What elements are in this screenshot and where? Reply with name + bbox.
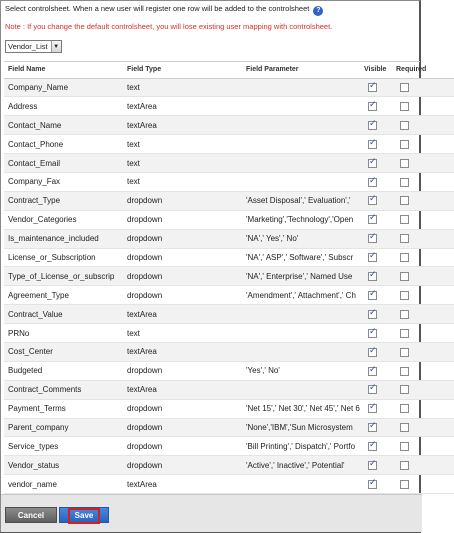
field-name-cell: Contract_Type — [4, 191, 123, 210]
required-cell — [392, 154, 454, 173]
field-name-cell: Vendor_Categories — [4, 210, 123, 229]
field-parameter-cell: 'NA',' Enterprise',' Named Use — [242, 267, 360, 286]
field-parameter-cell — [242, 78, 360, 97]
field-name-cell: Parent_company — [4, 418, 123, 437]
visible-cell — [360, 116, 392, 135]
field-parameter-cell: 'NA',' ASP',' Software',' Subscr — [242, 248, 360, 267]
field-name-cell: License_or_Subscription — [4, 248, 123, 267]
field-parameter-cell — [242, 305, 360, 324]
field-type-cell: textArea — [123, 97, 242, 116]
field-name-cell: vendor_name — [4, 475, 123, 494]
required-checkbox[interactable] — [400, 423, 409, 432]
table-row — [4, 135, 454, 154]
field-type-cell: dropdown — [123, 248, 242, 267]
required-cell — [392, 116, 454, 135]
required-checkbox[interactable] — [400, 102, 409, 111]
required-checkbox[interactable] — [400, 215, 409, 224]
save-button-label: Save — [68, 508, 101, 524]
field-type-cell: dropdown — [123, 191, 242, 210]
table-row — [4, 456, 454, 475]
field-type-cell: textArea — [123, 475, 242, 494]
required-cell — [392, 380, 454, 399]
visible-cell — [360, 361, 392, 380]
visible-cell — [360, 135, 392, 154]
visible-checkbox[interactable] — [368, 121, 377, 130]
field-parameter-cell: 'NA',' Yes',' No' — [242, 229, 360, 248]
field-name-cell: Company_Fax — [4, 172, 123, 191]
field-parameter-cell — [242, 172, 360, 191]
table-row — [4, 210, 454, 229]
visible-cell — [360, 286, 392, 305]
visible-checkbox[interactable] — [368, 253, 377, 262]
required-checkbox[interactable] — [400, 272, 409, 281]
table-row — [4, 154, 454, 173]
save-button[interactable] — [59, 507, 109, 523]
header-visible: Visible — [360, 62, 392, 78]
intro-text: Select controlsheet. When a new user will register one row will be added to the controlsheet — [5, 4, 310, 13]
field-table — [4, 62, 454, 494]
field-parameter-cell — [242, 324, 360, 343]
required-cell — [392, 78, 454, 97]
controlsheet-select-value: Vendor_List — [8, 42, 48, 51]
required-cell — [392, 342, 454, 361]
field-name-cell: Address — [4, 97, 123, 116]
field-type-cell: text — [123, 324, 242, 343]
field-table-container — [4, 61, 427, 493]
required-cell — [392, 456, 454, 475]
visible-cell — [360, 248, 392, 267]
field-parameter-cell: 'None','IBM','Sun Microsystem — [242, 418, 360, 437]
required-checkbox[interactable] — [400, 367, 409, 376]
field-type-cell: textArea — [123, 116, 242, 135]
visible-checkbox[interactable] — [368, 140, 377, 149]
required-checkbox[interactable] — [400, 348, 409, 357]
table-row — [4, 78, 454, 97]
required-cell — [392, 135, 454, 154]
visible-checkbox[interactable] — [368, 291, 377, 300]
required-checkbox[interactable] — [400, 234, 409, 243]
help-icon[interactable]: ? — [313, 6, 323, 16]
visible-cell — [360, 172, 392, 191]
required-cell — [392, 418, 454, 437]
required-checkbox[interactable] — [400, 159, 409, 168]
field-type-cell: dropdown — [123, 418, 242, 437]
header-field-type: Field Type — [123, 62, 242, 78]
visible-checkbox[interactable] — [368, 329, 377, 338]
visible-checkbox[interactable] — [368, 442, 377, 451]
visible-checkbox[interactable] — [368, 310, 377, 319]
visible-checkbox[interactable] — [368, 480, 377, 489]
required-cell — [392, 172, 454, 191]
required-checkbox[interactable] — [400, 310, 409, 319]
required-checkbox[interactable] — [400, 461, 409, 470]
field-parameter-cell — [242, 342, 360, 361]
field-type-cell: dropdown — [123, 399, 242, 418]
required-cell — [392, 361, 454, 380]
warning-note: Note : If you change the default controlsheet, you will lose existing user mapping with controlsheet. — [5, 22, 333, 31]
required-checkbox[interactable] — [400, 140, 409, 149]
table-row — [4, 342, 454, 361]
required-cell — [392, 191, 454, 210]
field-name-cell: Contact_Email — [4, 154, 123, 173]
field-parameter-cell — [242, 475, 360, 494]
header-required: Required — [392, 62, 454, 78]
field-parameter-cell: 'Amendment',' Attachment',' Ch — [242, 286, 360, 305]
table-row — [4, 305, 454, 324]
field-name-cell: Company_Name — [4, 78, 123, 97]
visible-cell — [360, 475, 392, 494]
field-type-cell: text — [123, 172, 242, 191]
required-cell — [392, 248, 454, 267]
table-header-row — [4, 62, 454, 78]
visible-cell — [360, 399, 392, 418]
field-name-cell: Contract_Comments — [4, 380, 123, 399]
field-type-cell: dropdown — [123, 229, 242, 248]
field-name-cell: Vendor_status — [4, 456, 123, 475]
field-name-cell: Budgeted — [4, 361, 123, 380]
visible-checkbox[interactable] — [368, 83, 377, 92]
table-row — [4, 267, 454, 286]
visible-cell — [360, 97, 392, 116]
visible-checkbox[interactable] — [368, 234, 377, 243]
required-checkbox[interactable] — [400, 442, 409, 451]
field-parameter-cell: 'Asset Disposal',' Evaluation',' — [242, 191, 360, 210]
table-row — [4, 172, 454, 191]
visible-cell — [360, 380, 392, 399]
table-row — [4, 248, 454, 267]
required-cell — [392, 305, 454, 324]
field-name-cell: Cost_Center — [4, 342, 123, 361]
field-parameter-cell: 'Marketing','Technology','Open — [242, 210, 360, 229]
required-cell — [392, 437, 454, 456]
field-parameter-cell: 'Net 15',' Net 30',' Net 45',' Net 6 — [242, 399, 360, 418]
field-name-cell: Service_types — [4, 437, 123, 456]
table-row — [4, 116, 454, 135]
visible-checkbox[interactable] — [368, 159, 377, 168]
field-type-cell: textArea — [123, 380, 242, 399]
required-cell — [392, 229, 454, 248]
required-checkbox[interactable] — [400, 196, 409, 205]
field-type-cell: dropdown — [123, 437, 242, 456]
visible-cell — [360, 78, 392, 97]
table-row — [4, 324, 454, 343]
visible-checkbox[interactable] — [368, 385, 377, 394]
visible-cell — [360, 154, 392, 173]
action-footer — [1, 494, 422, 532]
field-parameter-cell: 'Bill Printing',' Dispatch',' Portfo — [242, 437, 360, 456]
visible-checkbox[interactable] — [368, 272, 377, 281]
field-parameter-cell: 'Yes',' No' — [242, 361, 360, 380]
field-name-cell: Type_of_License_or_subscrip — [4, 267, 123, 286]
field-type-cell: dropdown — [123, 210, 242, 229]
visible-cell — [360, 418, 392, 437]
field-type-cell: text — [123, 135, 242, 154]
required-cell — [392, 210, 454, 229]
table-row — [4, 229, 454, 248]
field-type-cell: dropdown — [123, 286, 242, 305]
visible-checkbox[interactable] — [368, 404, 377, 413]
header-field-parameter: Field Parameter — [242, 62, 360, 78]
visible-cell — [360, 191, 392, 210]
field-name-cell: Agreement_Type — [4, 286, 123, 305]
field-name-cell: Contact_Name — [4, 116, 123, 135]
controlsheet-select[interactable] — [5, 40, 62, 53]
required-checkbox[interactable] — [400, 404, 409, 413]
visible-checkbox[interactable] — [368, 215, 377, 224]
required-cell — [392, 475, 454, 494]
field-name-cell: Payment_Terms — [4, 399, 123, 418]
visible-cell — [360, 342, 392, 361]
field-type-cell: dropdown — [123, 267, 242, 286]
required-checkbox[interactable] — [400, 178, 409, 187]
visible-checkbox[interactable] — [368, 102, 377, 111]
required-cell — [392, 286, 454, 305]
visible-cell — [360, 305, 392, 324]
chevron-down-icon[interactable]: ▼ — [51, 41, 61, 52]
field-name-cell: Is_maintenance_included — [4, 229, 123, 248]
table-row — [4, 475, 454, 494]
table-row — [4, 286, 454, 305]
field-type-cell: textArea — [123, 342, 242, 361]
visible-checkbox[interactable] — [368, 178, 377, 187]
visible-cell — [360, 229, 392, 248]
required-checkbox[interactable] — [400, 480, 409, 489]
required-cell — [392, 399, 454, 418]
visible-cell — [360, 210, 392, 229]
required-cell — [392, 267, 454, 286]
field-parameter-cell — [242, 380, 360, 399]
visible-cell — [360, 324, 392, 343]
table-row — [4, 399, 454, 418]
table-row — [4, 97, 454, 116]
field-type-cell: text — [123, 78, 242, 97]
table-row — [4, 418, 454, 437]
visible-checkbox[interactable] — [368, 367, 377, 376]
visible-cell — [360, 456, 392, 475]
header-field-name: Field Name — [4, 62, 123, 78]
table-row — [4, 191, 454, 210]
required-checkbox[interactable] — [400, 329, 409, 338]
intro-text-line — [5, 3, 415, 16]
visible-cell — [360, 437, 392, 456]
field-type-cell: text — [123, 154, 242, 173]
required-checkbox[interactable] — [400, 385, 409, 394]
field-type-cell: dropdown — [123, 361, 242, 380]
required-cell — [392, 97, 454, 116]
field-name-cell: Contract_Value — [4, 305, 123, 324]
visible-checkbox[interactable] — [368, 348, 377, 357]
table-row — [4, 380, 454, 399]
visible-checkbox[interactable] — [368, 461, 377, 470]
field-parameter-cell — [242, 154, 360, 173]
visible-cell — [360, 267, 392, 286]
field-name-cell: Contact_Phone — [4, 135, 123, 154]
required-checkbox[interactable] — [400, 121, 409, 130]
required-checkbox[interactable] — [400, 291, 409, 300]
field-type-cell: dropdown — [123, 456, 242, 475]
required-checkbox[interactable] — [400, 253, 409, 262]
field-parameter-cell — [242, 116, 360, 135]
visible-checkbox[interactable] — [368, 423, 377, 432]
field-parameter-cell — [242, 97, 360, 116]
table-row — [4, 437, 454, 456]
cancel-button[interactable]: Cancel — [5, 507, 57, 523]
field-name-cell: PRNo — [4, 324, 123, 343]
field-type-cell: textArea — [123, 305, 242, 324]
required-cell — [392, 324, 454, 343]
required-checkbox[interactable] — [400, 83, 409, 92]
visible-checkbox[interactable] — [368, 196, 377, 205]
field-parameter-cell — [242, 135, 360, 154]
field-parameter-cell: 'Active',' Inactive',' Potential' — [242, 456, 360, 475]
table-row — [4, 361, 454, 380]
